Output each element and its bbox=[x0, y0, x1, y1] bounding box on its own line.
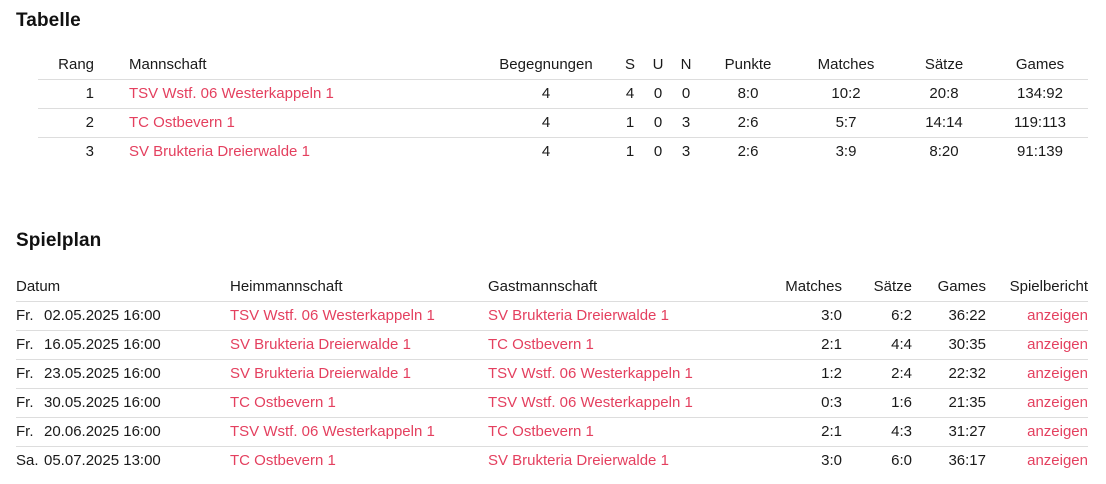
standings-cell-s: 1 bbox=[616, 109, 644, 138]
table-row bbox=[38, 138, 1088, 167]
fixture-cell-saetze: 6:0 bbox=[842, 447, 912, 476]
standings-cell-n: 0 bbox=[672, 80, 700, 109]
standings-col-begegnungen: Begegnungen bbox=[499, 56, 593, 73]
fixtures-header-row bbox=[16, 275, 1088, 302]
table-row bbox=[38, 109, 1088, 138]
fixture-cell-date: 30.05.2025 16:00 bbox=[44, 389, 230, 418]
fixtures-col-games: Games bbox=[937, 278, 986, 295]
standings-col-s: S bbox=[624, 56, 635, 73]
fixture-cell-saetze: 1:6 bbox=[842, 389, 912, 418]
fixtures-col-datum: Datum bbox=[16, 278, 61, 295]
standings-table-head bbox=[38, 53, 1088, 80]
away-team-link[interactable]: SV Brukteria Dreierwalde 1 bbox=[488, 452, 669, 469]
standings-header-row bbox=[38, 53, 1088, 80]
fixture-cell-date: 05.07.2025 13:00 bbox=[44, 447, 230, 476]
fixture-cell-saetze: 6:2 bbox=[842, 302, 912, 331]
standings-col-rang: Rang bbox=[58, 56, 94, 73]
fixture-cell-games: 31:27 bbox=[912, 418, 986, 447]
fixture-cell-bericht bbox=[986, 331, 1088, 360]
fixture-cell-date: 23.05.2025 16:00 bbox=[44, 360, 230, 389]
standings-cell-matches: 3:9 bbox=[796, 138, 896, 167]
table-row bbox=[16, 360, 1088, 389]
fixture-cell-matches: 3:0 bbox=[762, 302, 842, 331]
fixture-cell-games: 36:17 bbox=[912, 447, 986, 476]
fixture-cell-date: 16.05.2025 16:00 bbox=[44, 331, 230, 360]
standings-cell-matches: 10:2 bbox=[796, 80, 896, 109]
fixture-cell-heim bbox=[230, 447, 488, 476]
standings-cell-u: 0 bbox=[644, 80, 672, 109]
fixture-cell-date: 02.05.2025 16:00 bbox=[44, 302, 230, 331]
table-row bbox=[16, 331, 1088, 360]
fixtures-section-title: Spielplan bbox=[16, 230, 102, 251]
standings-section-title: Tabelle bbox=[16, 10, 81, 31]
fixture-cell-matches: 3:0 bbox=[762, 447, 842, 476]
home-team-link[interactable]: TC Ostbevern 1 bbox=[230, 452, 336, 469]
table-row bbox=[16, 389, 1088, 418]
fixture-cell-bericht bbox=[986, 302, 1088, 331]
standings-cell-s: 1 bbox=[616, 138, 644, 167]
fixtures-col-heim: Heimmannschaft bbox=[230, 278, 343, 295]
fixture-cell-day: Sa. bbox=[16, 447, 44, 476]
fixture-cell-heim bbox=[230, 360, 488, 389]
standings-table-body bbox=[38, 80, 1088, 167]
fixtures-table bbox=[16, 275, 1088, 475]
fixture-cell-day: Fr. bbox=[16, 360, 44, 389]
fixture-cell-matches: 2:1 bbox=[762, 331, 842, 360]
standings-cell-n: 3 bbox=[672, 109, 700, 138]
standings-cell-punkte: 2:6 bbox=[700, 138, 796, 167]
standings-cell-matches: 5:7 bbox=[796, 109, 896, 138]
standings-col-matches: Matches bbox=[817, 56, 875, 73]
fixture-cell-gast bbox=[488, 447, 762, 476]
fixture-cell-bericht bbox=[986, 389, 1088, 418]
fixture-cell-saetze: 2:4 bbox=[842, 360, 912, 389]
table-row bbox=[16, 447, 1088, 476]
fixture-cell-gast bbox=[488, 331, 762, 360]
fixture-cell-saetze: 4:3 bbox=[842, 418, 912, 447]
standings-cell-rang: 1 bbox=[38, 80, 106, 109]
match-report-link[interactable]: anzeigen bbox=[1027, 423, 1088, 440]
standings-cell-u: 0 bbox=[644, 109, 672, 138]
fixtures-col-matches: Matches bbox=[785, 278, 842, 295]
away-team-link[interactable]: TSV Wstf. 06 Westerkappeln 1 bbox=[488, 365, 693, 382]
home-team-link[interactable]: TC Ostbevern 1 bbox=[230, 394, 336, 411]
table-row bbox=[16, 302, 1088, 331]
fixture-cell-matches: 1:2 bbox=[762, 360, 842, 389]
fixtures-table-head bbox=[16, 275, 1088, 302]
fixtures-col-saetze: Sätze bbox=[873, 278, 912, 295]
match-report-link[interactable]: anzeigen bbox=[1027, 452, 1088, 469]
fixture-cell-bericht bbox=[986, 418, 1088, 447]
fixture-cell-games: 36:22 bbox=[912, 302, 986, 331]
standings-cell-games: 119:113 bbox=[992, 109, 1088, 138]
standings-cell-begegnungen: 4 bbox=[476, 109, 616, 138]
match-report-link[interactable]: anzeigen bbox=[1027, 394, 1088, 411]
standings-cell-rang: 2 bbox=[38, 109, 106, 138]
fixture-cell-heim bbox=[230, 418, 488, 447]
standings-cell-saetze: 8:20 bbox=[896, 138, 992, 167]
fixture-cell-day: Fr. bbox=[16, 302, 44, 331]
standings-col-saetze: Sätze bbox=[924, 56, 964, 73]
standings-cell-mannschaft bbox=[106, 109, 476, 138]
team-link[interactable]: TC Ostbevern 1 bbox=[129, 114, 235, 131]
fixtures-table-body bbox=[16, 302, 1088, 476]
away-team-link[interactable]: TC Ostbevern 1 bbox=[488, 336, 594, 353]
away-team-link[interactable]: SV Brukteria Dreierwalde 1 bbox=[488, 307, 669, 324]
standings-cell-saetze: 14:14 bbox=[896, 109, 992, 138]
fixture-cell-gast bbox=[488, 302, 762, 331]
standings-cell-u: 0 bbox=[644, 138, 672, 167]
standings-col-punkte: Punkte bbox=[724, 56, 772, 73]
fixtures-col-bericht: Spielbericht bbox=[1009, 278, 1088, 295]
standings-cell-punkte: 8:0 bbox=[700, 80, 796, 109]
match-report-link[interactable]: anzeigen bbox=[1027, 365, 1088, 382]
fixture-cell-matches: 2:1 bbox=[762, 418, 842, 447]
match-report-link[interactable]: anzeigen bbox=[1027, 307, 1088, 324]
standings-cell-mannschaft bbox=[106, 80, 476, 109]
standings-cell-rang: 3 bbox=[38, 138, 106, 167]
fixture-cell-gast bbox=[488, 360, 762, 389]
table-row bbox=[16, 418, 1088, 447]
fixture-cell-games: 21:35 bbox=[912, 389, 986, 418]
match-report-link[interactable]: anzeigen bbox=[1027, 336, 1088, 353]
fixture-cell-heim bbox=[230, 389, 488, 418]
home-team-link[interactable]: TSV Wstf. 06 Westerkappeln 1 bbox=[230, 423, 435, 440]
table-row bbox=[38, 80, 1088, 109]
standings-cell-n: 3 bbox=[672, 138, 700, 167]
fixture-cell-saetze: 4:4 bbox=[842, 331, 912, 360]
fixture-cell-bericht bbox=[986, 360, 1088, 389]
standings-cell-begegnungen: 4 bbox=[476, 138, 616, 167]
standings-table bbox=[38, 53, 1088, 166]
fixture-cell-games: 22:32 bbox=[912, 360, 986, 389]
fixture-cell-heim bbox=[230, 302, 488, 331]
fixture-cell-bericht bbox=[986, 447, 1088, 476]
fixture-cell-day: Fr. bbox=[16, 331, 44, 360]
fixture-cell-date: 20.06.2025 16:00 bbox=[44, 418, 230, 447]
standings-cell-games: 134:92 bbox=[992, 80, 1088, 109]
standings-col-n: N bbox=[680, 56, 692, 73]
home-team-link[interactable]: SV Brukteria Dreierwalde 1 bbox=[230, 365, 411, 382]
fixture-cell-gast bbox=[488, 418, 762, 447]
fixture-cell-day: Fr. bbox=[16, 418, 44, 447]
away-team-link[interactable]: TC Ostbevern 1 bbox=[488, 423, 594, 440]
standings-col-games: Games bbox=[1015, 56, 1065, 73]
standings-cell-games: 91:139 bbox=[992, 138, 1088, 167]
fixture-cell-matches: 0:3 bbox=[762, 389, 842, 418]
fixtures-col-gast: Gastmannschaft bbox=[488, 278, 598, 295]
standings-col-u: U bbox=[652, 56, 664, 73]
home-team-link[interactable]: TSV Wstf. 06 Westerkappeln 1 bbox=[230, 307, 435, 324]
standings-cell-punkte: 2:6 bbox=[700, 109, 796, 138]
fixture-cell-games: 30:35 bbox=[912, 331, 986, 360]
standings-col-mannschaft: Mannschaft bbox=[129, 56, 207, 73]
standings-cell-begegnungen: 4 bbox=[476, 80, 616, 109]
fixture-cell-heim bbox=[230, 331, 488, 360]
fixture-cell-day: Fr. bbox=[16, 389, 44, 418]
standings-cell-s: 4 bbox=[616, 80, 644, 109]
team-link[interactable]: TSV Wstf. 06 Westerkappeln 1 bbox=[129, 85, 334, 102]
standings-cell-mannschaft bbox=[106, 138, 476, 167]
away-team-link[interactable]: TSV Wstf. 06 Westerkappeln 1 bbox=[488, 394, 693, 411]
standings-cell-saetze: 20:8 bbox=[896, 80, 992, 109]
fixture-cell-gast bbox=[488, 389, 762, 418]
team-link[interactable]: SV Brukteria Dreierwalde 1 bbox=[129, 143, 310, 160]
home-team-link[interactable]: SV Brukteria Dreierwalde 1 bbox=[230, 336, 411, 353]
